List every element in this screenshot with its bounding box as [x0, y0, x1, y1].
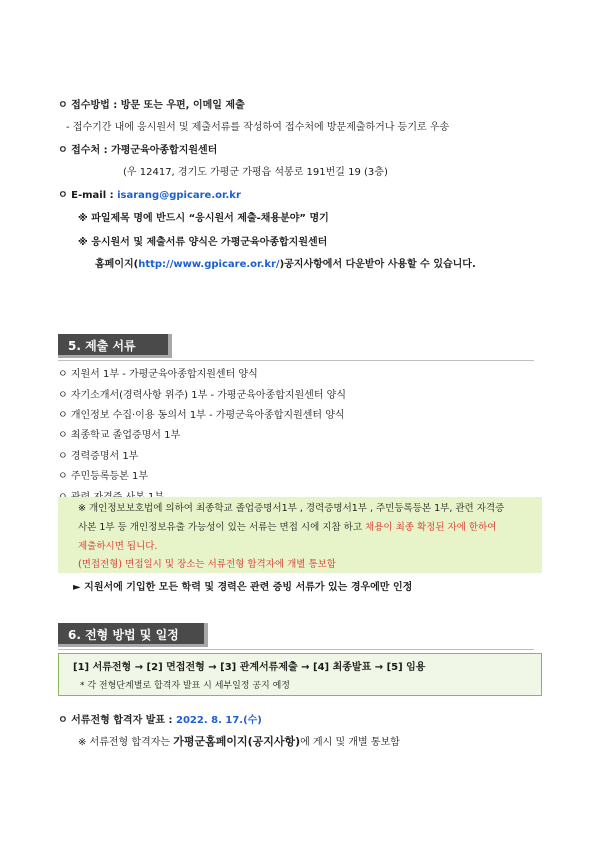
receipt-note-filename: ※ 파일제목 명에 반드시 “응시원서 제출-채용분야” 명기	[78, 213, 329, 224]
homepage-link[interactable]: http://www.gpicare.or.kr/	[138, 259, 280, 270]
interview-note: (면접전형) 면접일시 및 장소는 서류전형 합격자에 개별 통보함	[78, 559, 336, 570]
doc-item: ㅇ 주민등록등본 1부	[58, 471, 148, 482]
selection-steps: [1] 서류전형 → [2] 면접전형 → [3] 관계서류제출 → [4] 최종발표 → [5] 임용	[73, 662, 426, 673]
doc-item: ㅇ 경력증명서 1부	[58, 451, 139, 462]
privacy-note-line-2: 사본 1부 등 개인정보유출 가능성이 있는 서류는 면접 시에 지참 하고 채용이 최종 확정된 자에 한하여	[78, 522, 497, 533]
section-5-title: 5. 제출 서류	[58, 334, 172, 358]
privacy-note-line-1: ※ 개인정보보호법에 의하여 최종학교 졸업증명서1부 , 경력증명서1부 , 주민등록등본 1부, 관련 자격증	[78, 503, 505, 514]
doc-item: ㅇ 지원서 1부 - 가평군육아종합지원센터 양식	[58, 369, 258, 380]
announce-row: ㅇ 서류전형 합격자 발표 : 2022. 8. 17.(수)	[58, 715, 262, 726]
receipt-note-homepage: 홈페이지(http://www.gpicare.or.kr/)공지사항에서 다운받아 사용할 수 있습니다.	[95, 259, 476, 270]
selection-steps-note: * 각 전형단계별로 합격자 발표 시 세부일정 공지 예정	[80, 681, 290, 691]
section-5-divider	[58, 360, 534, 361]
doc-item: ㅇ 개인정보 수집·이용 동의서 1부 - 가평군육아종합지원센터 양식	[58, 410, 345, 421]
receipt-note-forms: ※ 응시원서 및 제출서류 양식은 가평군육아종합지원센터	[78, 237, 328, 248]
receipt-email-row	[58, 189, 241, 203]
receipt-place: ㅇ 접수처 : 가평군육아종합지원센터	[58, 145, 218, 156]
receipt-address: (우 12417, 경기도 가평군 가평읍 석봉로 191번길 19 (3층)	[123, 167, 388, 178]
evidence-pointer-note: ► 지원서에 기입한 모든 학력 및 경력은 관련 증빙 서류가 있는 경우에만 인정	[73, 582, 413, 593]
section-6-divider	[58, 649, 534, 650]
email-label: ㅇ E-mail :	[58, 190, 118, 201]
receipt-method: ㅇ 접수방법 : 방문 또는 우편, 이메일 제출	[58, 100, 245, 111]
doc-item: ㅇ 최종학교 졸업증명서 1부	[58, 430, 181, 441]
section-6-title: 6. 전형 방법 및 일정	[58, 623, 208, 647]
announce-date: 2022. 8. 17.(수)	[176, 715, 262, 726]
email-link[interactable]: isarang@gpicare.or.kr	[117, 190, 241, 201]
doc-item: ㅇ 자기소개서(경력사항 위주) 1부 - 가평군육아종합지원센터 양식	[58, 390, 347, 401]
announce-note: ※ 서류전형 합격자는 가평군홈페이지(공지사항)에 게시 및 개별 통보함	[78, 735, 400, 748]
receipt-method-desc: - 접수기간 내에 응시원서 및 제출서류를 작성하여 접수처에 방문제출하거나 등기로 우송	[66, 122, 450, 133]
privacy-note-line-3: 제출하시면 됩니다.	[78, 541, 158, 552]
